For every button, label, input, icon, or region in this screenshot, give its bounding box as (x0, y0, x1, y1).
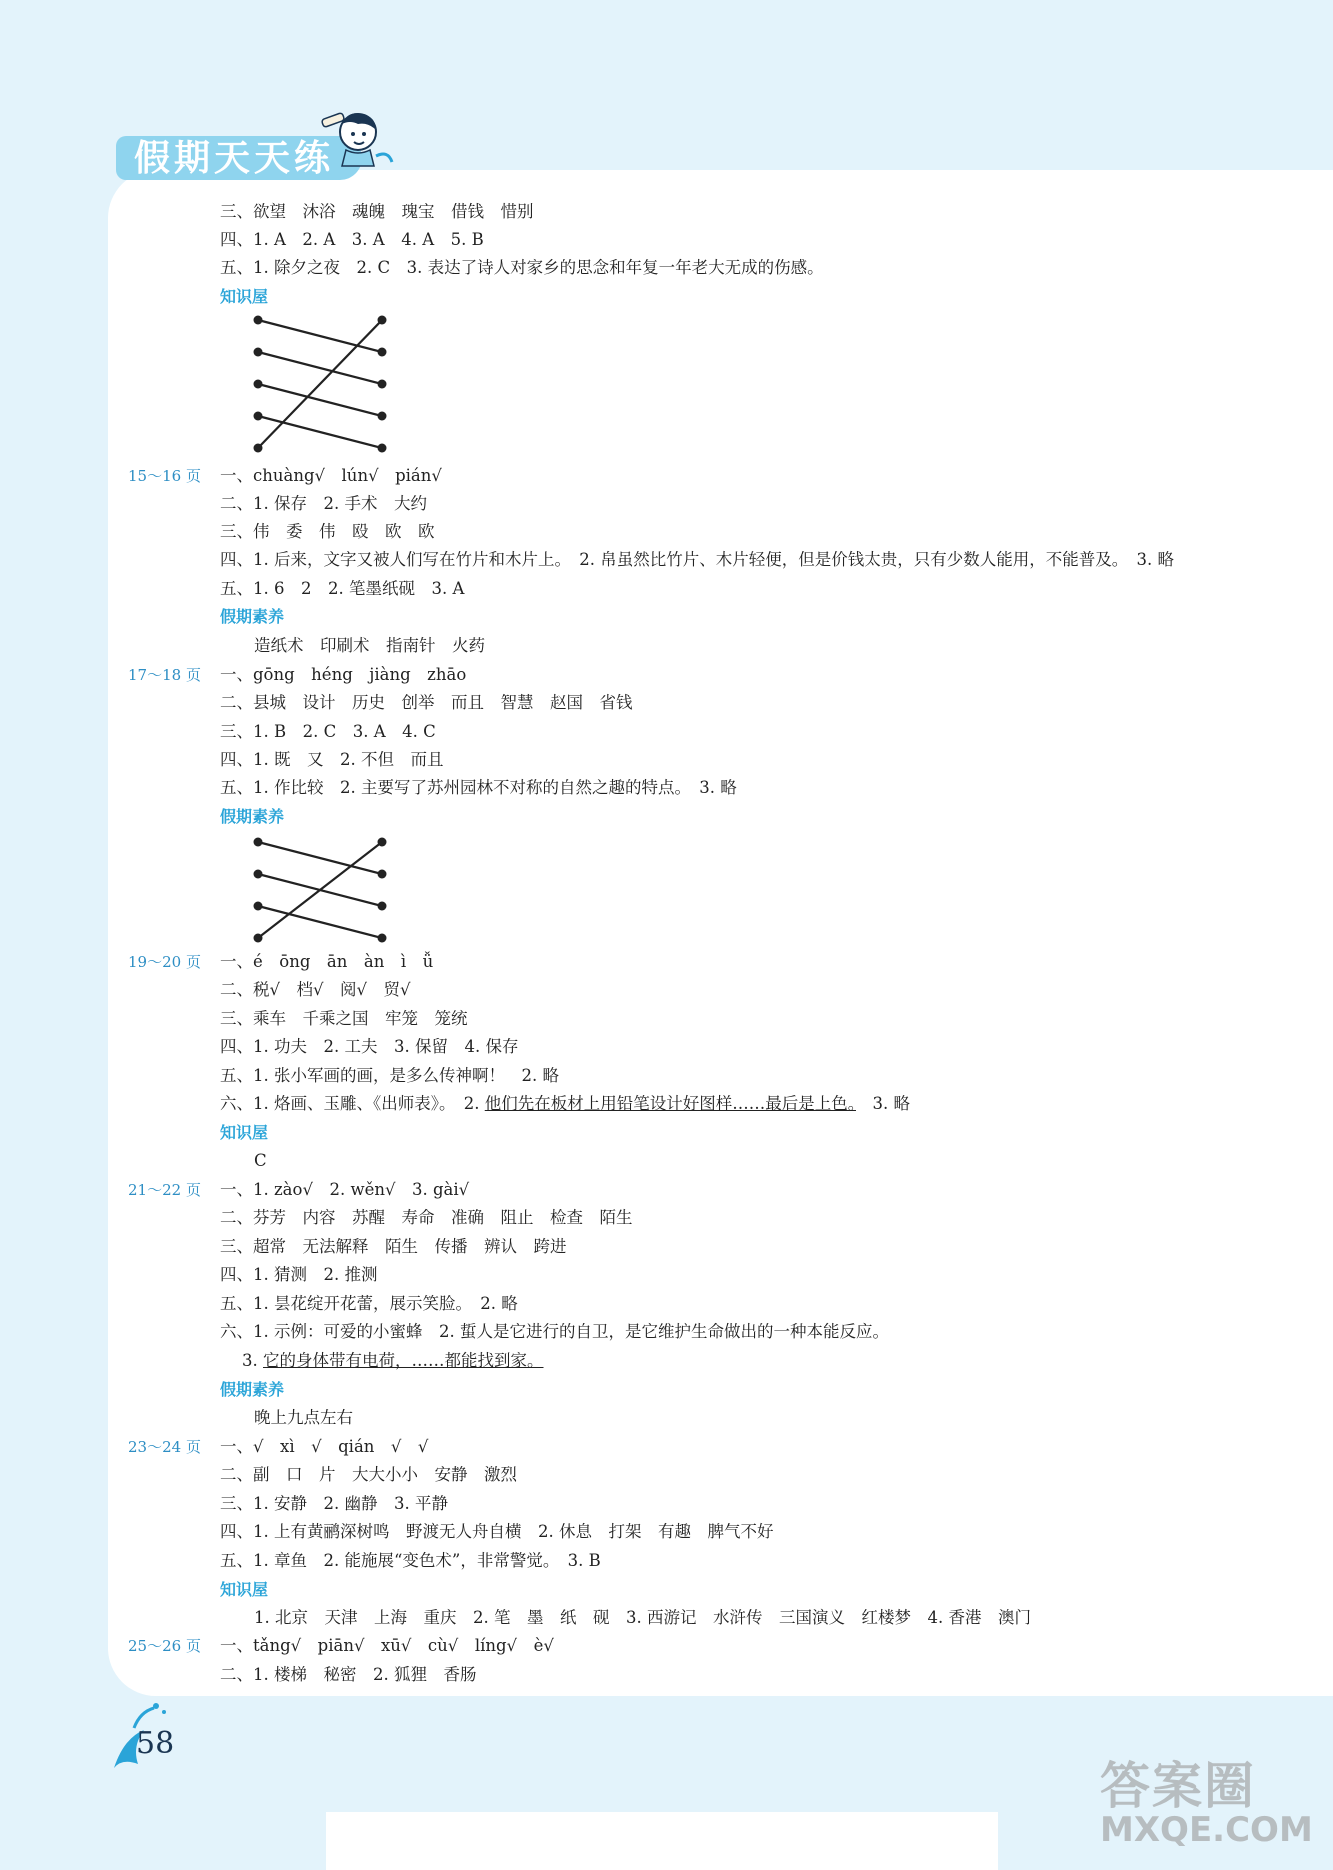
answer-line: 一、gōng héng jiàng zhāo (220, 665, 467, 684)
answer-line: 六、1. 示例：可爱的小蜜蜂 2. 蜇人是它进行的自卫，是它维护生命做出的一种本能反应。 (220, 1322, 889, 1341)
answer-line: 二、副 口 片 大大小小 安静 激烈 (220, 1465, 517, 1484)
answer-line: 1. 北京 天津 上海 重庆 2. 笔 墨 纸 砚 3. 西游记 水浒传 三国演义 红楼梦 4. 香港 澳门 (254, 1608, 1031, 1627)
page-range-label: 15～16 页 (128, 467, 201, 485)
matching-diagram-2 (250, 834, 390, 944)
page-range-label: 23～24 页 (128, 1438, 201, 1456)
answer-line: 晚上九点左右 (254, 1408, 353, 1427)
answer-line: 四、1. 上有黄鹂深树鸣 野渡无人舟自横 2. 休息 打架 有趣 脾气不好 (220, 1522, 774, 1541)
watermark-logo-text: 答案圈 (1100, 1756, 1256, 1815)
answer-line: 四、1. 猜测 2. 推测 (220, 1265, 378, 1284)
answer-line: 五、1. 作比较 2. 主要写了苏州园林不对称的自然之趣的特点。 3. 略 (220, 778, 737, 797)
header-title: 假期天天练 (116, 136, 362, 180)
answer-line: 五、1. 章鱼 2. 能施展“变色术”，非常警觉。 3. B (220, 1551, 601, 1570)
watermark (1100, 1756, 1313, 1850)
page-range-label: 21～22 页 (128, 1181, 201, 1199)
answer-line: 二、税√ 档√ 阅√ 贸√ (220, 980, 411, 999)
answer-line: 五、1. 昙花绽开花蕾，展示笑脸。 2. 略 (220, 1294, 518, 1313)
answer-line: 二、芬芳 内容 苏醒 寿命 准确 阻止 检查 陌生 (220, 1208, 633, 1227)
answer-line: 五、1. 6 2 2. 笔墨纸砚 3. A (220, 579, 465, 598)
answer-line: 一、√ xì √ qián √ √ (220, 1437, 429, 1456)
answer-line: 五、1. 张小军画的画，是多么传神啊！ 2. 略 (220, 1066, 559, 1085)
answer-line: 三、欲望 沐浴 魂魄 瑰宝 借钱 惜别 (220, 202, 534, 221)
answer-line: 二、1. 楼梯 秘密 2. 狐狸 香肠 (220, 1665, 477, 1684)
section-label: 假期素养 (220, 807, 285, 826)
answer-line: 三、超常 无法解释 陌生 传播 辨认 跨进 (220, 1237, 567, 1256)
section-label: 知识屋 (220, 287, 269, 306)
page-range-label: 19～20 页 (128, 953, 201, 971)
answer-line: 四、1. A 2. A 3. A 4. A 5. B (220, 230, 484, 249)
page-range-label: 25～26 页 (128, 1637, 201, 1655)
section-label: 知识屋 (220, 1123, 269, 1142)
answer-line: 三、1. 安静 2. 幽静 3. 平静 (220, 1494, 448, 1513)
answer-line: 造纸术 印刷术 指南针 火药 (254, 636, 485, 655)
answer-line: 3. 它的身体带有电荷，……都能找到家。 (242, 1351, 544, 1370)
answer-line: 二、1. 保存 2. 手术 大约 (220, 494, 427, 513)
footer-blank (326, 1812, 998, 1870)
answer-line: 二、县城 设计 历史 创举 而且 智慧 赵国 省钱 (220, 693, 633, 712)
answer-line: 一、1. zào√ 2. wěn√ 3. gài√ (220, 1180, 470, 1199)
watermark-url: MXQE.COM (1100, 1810, 1313, 1850)
answer-line: 三、乘车 千乘之国 牢笼 笼统 (220, 1009, 468, 1028)
mascot-icon (318, 106, 398, 172)
section-label: 假期素养 (220, 607, 285, 626)
answer-line: 五、1. 除夕之夜 2. C 3. 表达了诗人对家乡的思念和年复一年老大无成的伤感。 (220, 258, 824, 277)
answer-line: 一、chuàng√ lún√ pián√ (220, 466, 442, 485)
section-label: 知识屋 (220, 1580, 269, 1599)
answer-line: 四、1. 后来，文字又被人们写在竹片和木片上。 2. 帛虽然比竹片、木片轻便，但是价钱太贵，只有少数人能用，不能普及。 3. 略 (220, 550, 1174, 569)
answer-line: 三、伟 委 伟 殴 欧 欧 (220, 522, 435, 541)
answer-line: 四、1. 既 又 2. 不但 而且 (220, 750, 444, 769)
matching-diagram-1 (250, 314, 390, 458)
answer-line: 一、é ōng ān àn ì ǚ (220, 952, 434, 971)
answer-line: 六、1. 烙画、玉雕、《出师表》。 2. 他们先在板材上用铅笔设计好图样……最后是上色。 3. 略 (220, 1094, 910, 1113)
answer-line: 三、1. B 2. C 3. A 4. C (220, 722, 436, 741)
section-label: 假期素养 (220, 1380, 285, 1399)
page-range-label: 17～18 页 (128, 666, 201, 684)
answer-line: C (254, 1151, 267, 1170)
answer-line: 一、tǎng√ piān√ xū√ cù√ líng√ è√ (220, 1636, 554, 1655)
page-number: 58 (136, 1726, 175, 1761)
answer-line: 四、1. 功夫 2. 工夫 3. 保留 4. 保存 (220, 1037, 519, 1056)
